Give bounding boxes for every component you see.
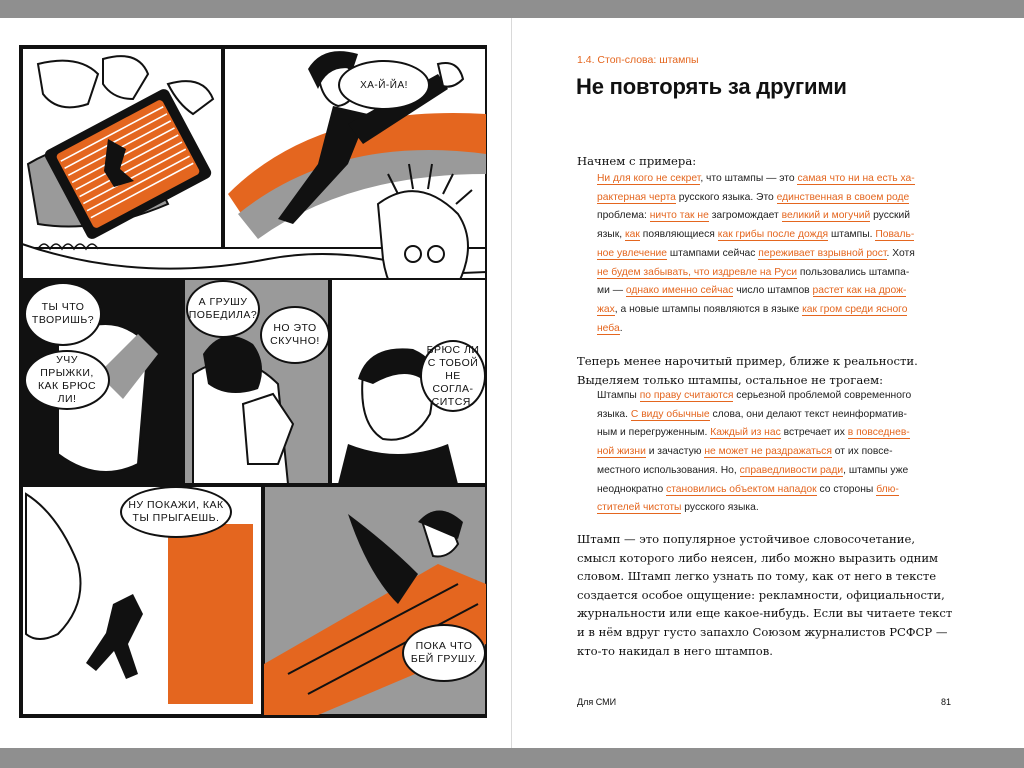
quote-text: появляющиеся xyxy=(639,229,718,241)
quote-text: , а новые штампы появляются в языке xyxy=(614,303,803,315)
footer-section: Для СМИ xyxy=(577,697,617,707)
stamp-phrase: справедливости ради xyxy=(739,464,844,476)
speech-bubble-boring: НО ЭТО СКУЧНО! xyxy=(260,306,330,364)
section-label: 1.4. Стоп-слова: штампы xyxy=(577,54,699,66)
stamp-phrase: как гром среди ясного xyxy=(802,303,908,315)
comic-page xyxy=(18,44,488,719)
speech-bubble-learning-jumps: УЧУ ПРЫЖКИ, КАК БРЮС ЛИ! xyxy=(24,350,110,410)
quote-text: неоднократно xyxy=(597,483,667,495)
stamp-phrase: Ни для кого не секрет xyxy=(597,173,701,184)
quote-line xyxy=(597,406,957,425)
intro-paragraph: Начнем с примера: xyxy=(577,154,697,168)
quote-text: проблема: xyxy=(597,210,650,222)
quote-line xyxy=(597,207,957,226)
quote-line xyxy=(597,282,957,301)
quote-text: штампами сейчас xyxy=(667,247,759,259)
book-spine xyxy=(511,18,512,748)
stamp-phrase: ной жизни xyxy=(597,446,646,458)
quote-text: от их повсе- xyxy=(831,446,893,458)
quote-text: слова, они делают текст неинформатив- xyxy=(709,408,907,420)
quote-line xyxy=(597,443,957,462)
quote-text: Штампы xyxy=(597,390,640,401)
stamp-phrase: Поваль- xyxy=(875,229,915,241)
stamp-phrase: неба xyxy=(597,322,620,334)
quote-line xyxy=(597,387,957,406)
quote-text: ми — xyxy=(597,285,626,297)
quote-line xyxy=(597,264,957,283)
quote-text: русского языка. xyxy=(681,502,759,514)
stamp-phrase: становились объектом нападок xyxy=(666,483,817,495)
page-title: Не повторять за другими xyxy=(576,74,847,99)
quote-text: ным и перегруженным. xyxy=(597,427,711,439)
stamp-phrase: растет как на дрож- xyxy=(812,285,907,297)
quote-text: языка. xyxy=(597,408,631,420)
speech-bubble-show-me: НУ ПОКАЖИ, КАК ТЫ ПРЫГАЕШЬ. xyxy=(120,486,232,538)
quote-text: . xyxy=(619,322,623,334)
stamp-phrase: стителей чистоты xyxy=(597,502,682,514)
stamp-phrase: блю- xyxy=(876,483,899,495)
panel-feet-tablet xyxy=(22,48,222,248)
quote-text: загромождает xyxy=(708,210,782,222)
definition-paragraph: Штамп — это популярное устойчивое словосочетание, смысл которого либо неясен, либо можно выразить одним словом. Штамп легко узнать по тому, как от него в тексте создается особое ощущение: рекламности, официальности, журнальности или еще какое-нибудь. Если вы читаете текст и в нём вдруг густо запахло Союзом журналистов РСФСР — кто-то накидал в него штампов. xyxy=(577,532,953,658)
quote-text: штампы. xyxy=(828,229,876,241)
stamp-phrase: не может не раздражаться xyxy=(704,446,832,458)
stamp-phrase: не будем забывать, что издревле на Руси xyxy=(597,266,797,278)
speech-bubble-beat-bag: А ГРУШУ ПОБЕДИЛА? xyxy=(186,280,260,338)
quote-line xyxy=(597,499,957,518)
quote-line xyxy=(597,462,957,481)
speech-bubble-bruce-lee: БРЮС ЛИ С ТОБОЙ НЕ СОГЛА- СИТСЯ. xyxy=(420,340,486,412)
quote-text: русский xyxy=(870,210,911,222)
quote-text: . Хотя xyxy=(886,247,915,259)
quote-line xyxy=(597,301,957,320)
stamp-phrase: рактерная черта xyxy=(597,191,676,203)
stamp-phrase: в повседнев- xyxy=(847,427,910,439)
quote-line xyxy=(597,320,957,339)
quote-line xyxy=(597,170,957,189)
quote-text: местного использования. Но, xyxy=(597,464,740,476)
stamp-phrase: великий и могучий xyxy=(781,210,871,222)
speech-bubble-hit-bag: ПОКА ЧТО БЕЙ ГРУШУ. xyxy=(402,624,486,682)
bottom-frame-bar xyxy=(0,748,1024,768)
stamp-phrase: С виду обычные xyxy=(630,408,710,420)
stamp-phrase: как xyxy=(624,229,640,241)
quote-line xyxy=(597,245,957,264)
quote-text: встречает их xyxy=(780,427,848,439)
speech-bubble-ha-i-ya: ХА-Й-ЙА! xyxy=(338,60,430,110)
stamp-phrase: единственная в своем роде xyxy=(776,191,910,203)
quote-line xyxy=(597,189,957,208)
example-quote-1 xyxy=(597,170,957,338)
stamp-phrase: по праву считаются xyxy=(639,390,734,401)
quote-line xyxy=(597,424,957,443)
quote-line xyxy=(597,481,957,500)
stamp-phrase: Каждый из нас xyxy=(710,427,781,439)
example-quote-2 xyxy=(597,387,957,518)
stamp-phrase: самая что ни на есть ха- xyxy=(797,173,915,184)
quote-line xyxy=(597,226,957,245)
top-frame-bar xyxy=(0,0,1024,18)
quote-text: , штампы уже xyxy=(843,464,909,476)
quote-text: и зачастую xyxy=(645,446,705,458)
second-intro-paragraph: Теперь менее нарочитый пример, ближе к реальности. Выделяем только штампы, остальное не трогаем: xyxy=(577,354,918,387)
stamp-phrase: переживает взрывной рост xyxy=(758,247,887,259)
stamp-phrase: однако именно сейчас xyxy=(625,285,734,297)
stamp-phrase: ное увлечение xyxy=(597,247,668,259)
quote-text: со стороны xyxy=(816,483,877,495)
quote-text: серьезной проблемой современного xyxy=(733,390,912,401)
stamp-phrase: жах xyxy=(597,303,615,315)
stamp-phrase: ничто так не xyxy=(649,210,709,222)
quote-text: пользовались штампа- xyxy=(797,266,910,278)
quote-text: число штампов xyxy=(733,285,813,297)
quote-text: язык, xyxy=(597,229,625,241)
stamp-phrase: как грибы после дождя xyxy=(717,229,829,241)
page-number: 81 xyxy=(941,697,952,707)
speech-bubble-what-doing: ТЫ ЧТО ТВОРИШЬ? xyxy=(24,282,102,346)
quote-text: , что штампы — это xyxy=(700,173,798,184)
quote-text: русского языка. Это xyxy=(675,191,777,203)
